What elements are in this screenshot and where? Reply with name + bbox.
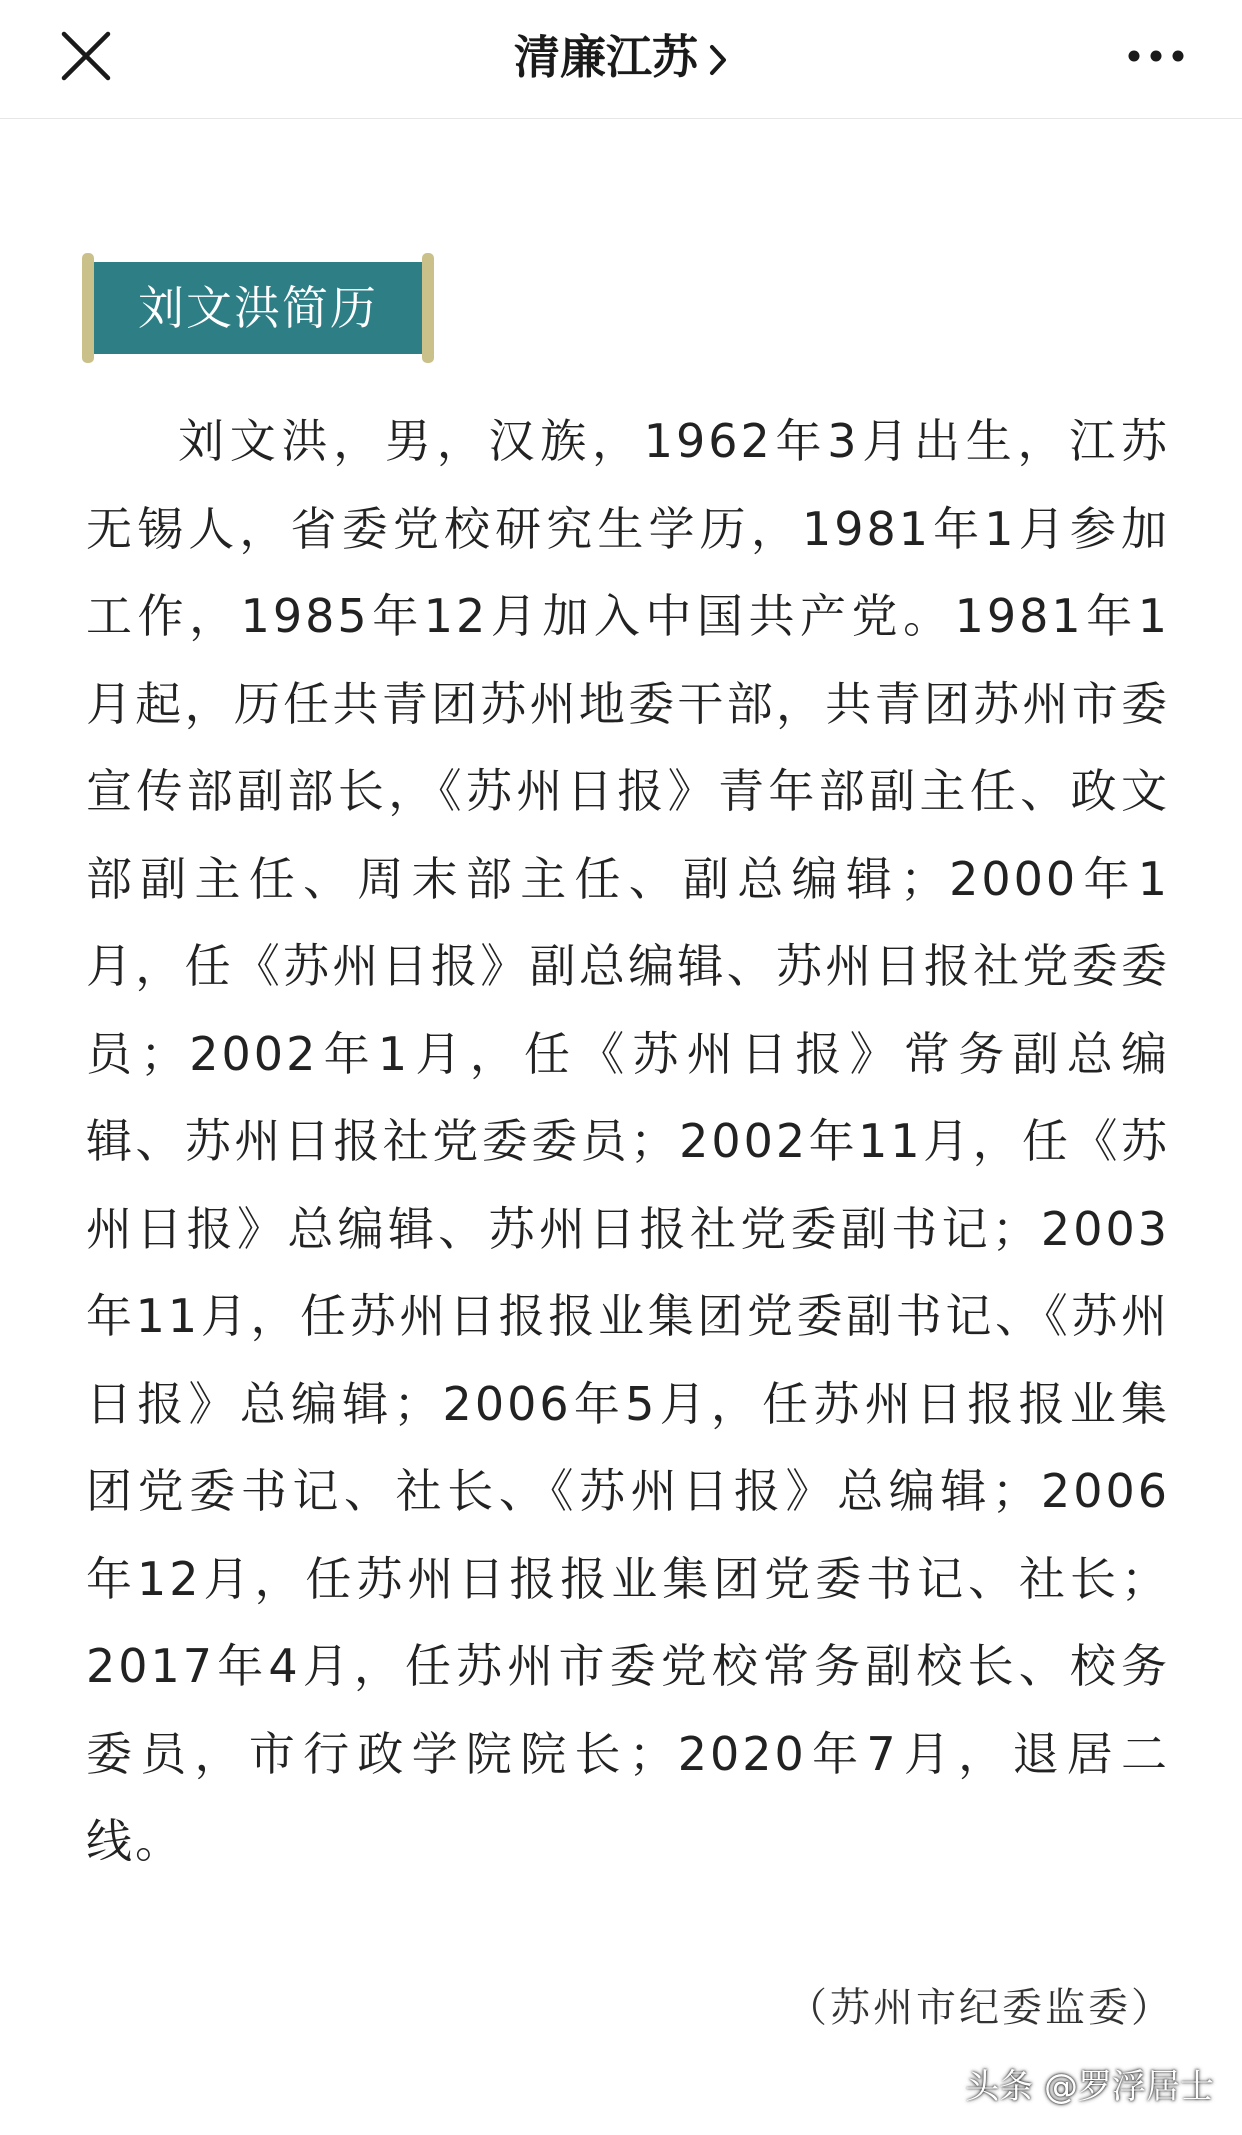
more-button[interactable] xyxy=(1124,30,1188,82)
top-navbar xyxy=(0,0,1242,119)
tag-rail-right xyxy=(422,253,434,363)
article-body: 刘文洪，男，汉族，1962年3月出生，江苏无锡人，省委党校研究生学历，1981年1月参加工作，1985年12月加入中国共产党。1981年1月起，历任共青团苏州地委干部，共青团苏州市委宣传部副部长，《苏州日报》青年部副主任、政文部副主任、周末部主任、副总编辑；2000年1月，任《苏州日报》副总编辑、苏州日报社党委委员；2002年1月，任《苏州日报》常务副总编辑、苏州日报社党委委员；2002年11月，任《苏州日报》总编辑、苏州日报社党委副书记；2003年11月，任苏州日报报业集团党委副书记、《苏州日报》总编辑；2006年5月，任苏州日报报业集团党委书记、社长、《苏州日报》总编辑；2006年12月，任苏州日报报业集团党委书记、社长；2017年4月，任苏州市委党校常务副校长、校务委员，市行政学院院长；2020年7月，退居二线。 xyxy=(86,414,1170,1868)
section-heading: 刘文洪简历 xyxy=(94,262,422,354)
section-heading-tag xyxy=(82,253,434,363)
chevron-right-icon xyxy=(708,26,728,96)
article-source: （苏州市纪委监委） xyxy=(787,1985,1174,2031)
watermark: 头条 @罗浮居士 xyxy=(965,2067,1214,2107)
account-name: 清廉江苏 xyxy=(514,30,698,84)
account-title-link[interactable] xyxy=(0,22,1242,92)
more-dots-icon xyxy=(1124,30,1188,82)
tag-rail-left xyxy=(82,253,94,363)
